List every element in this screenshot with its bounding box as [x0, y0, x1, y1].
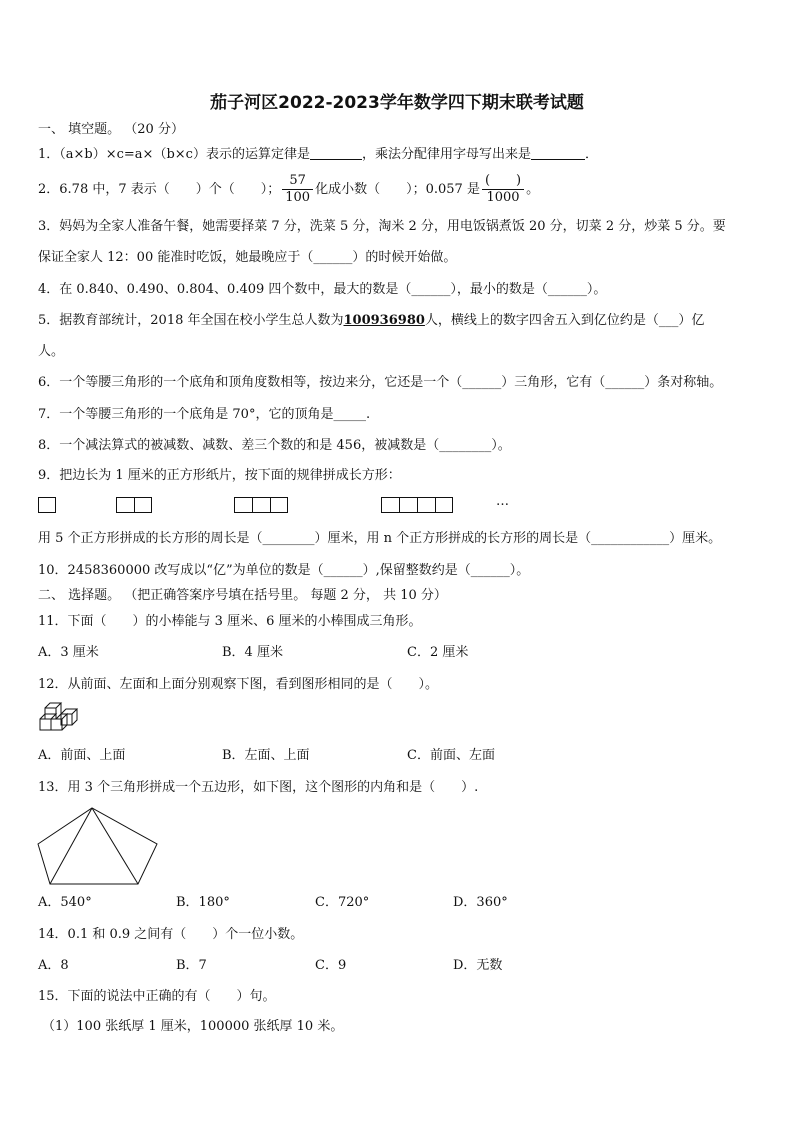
option-b[interactable]: B．4 厘米	[222, 645, 283, 660]
question-5: 5．据教育部统计，2018 年全国在校小学生总人数为100936980人，横线上的数字四舍五入到亿位约是（___）亿	[38, 313, 705, 328]
cube-stack-figure	[38, 700, 78, 734]
option-c[interactable]: C．2 厘米	[407, 645, 469, 660]
option-b[interactable]: B．180°	[176, 895, 230, 910]
option-c[interactable]: C．前面、左面	[407, 748, 495, 763]
option-c[interactable]: C．720°	[315, 895, 370, 910]
section-heading-fill-blank: 一、 填空题。 （20 分）	[38, 122, 184, 137]
fraction-57-100: $\frac{57}{100}$	[282, 173, 313, 206]
question-7: 7．一个等腰三角形的一个底角是 70°，它的顶角是_____.	[38, 407, 371, 422]
option-c[interactable]: C．9	[315, 958, 347, 973]
square-strip-3	[234, 497, 288, 513]
question-10: 10．2458360000 改写成以“亿”为单位的数是（______）,保留整数约是（______）。	[38, 563, 530, 578]
square-strip-4	[381, 497, 453, 513]
question-11: 11．下面（ ）的小棒能与 3 厘米、6 厘米的小棒围成三角形。	[38, 614, 422, 629]
question-1: 1．（a×b）×c=a×（b×c）表示的运算定律是 ，乘法分配律用字母写出来是 ．	[38, 147, 598, 162]
option-a[interactable]: A．540°	[38, 895, 92, 910]
underlined-number: 100936980	[343, 313, 425, 328]
question-9-part-2: 用 5 个正方形拼成的长方形的周长是（________）厘米，用 n 个正方形拼成的长方形的周长是（____________）厘米。	[38, 531, 722, 546]
question-2: 2．6.78 中，7 表示（ ）个（ ）； $\frac{57}{100}$ 化成小数（ ）；0.057 是 $\frac{( )}{1000}$ 。	[38, 173, 540, 205]
question-4: 4．在 0.840、0.490、0.804、0.409 四个数中，最大的数是（______），最小的数是（______）。	[38, 282, 607, 297]
option-d[interactable]: D．360°	[453, 895, 508, 910]
question-3-line-1: 3．妈妈为全家人准备午餐，她需要择菜 7 分，洗菜 5 分，淘米 2 分，用电饭锅煮饭 20 分，切菜 2 分，炒菜 5 分。要	[38, 219, 726, 234]
question-3-line-2: 保证全家人 12：00 能准时吃饭，她最晚应于（______）的时候开始做。	[38, 250, 457, 265]
question-8: 8．一个减法算式的被减数、减数、差三个数的和是 456，被减数是（________）。	[38, 438, 511, 453]
option-a[interactable]: A．8	[38, 958, 69, 973]
question-6: 6．一个等腰三角形的一个底角和顶角度数相等，按边来分，它还是一个（______）三角形，它有（______）条对称轴。	[38, 375, 723, 390]
pentagon-figure	[36, 806, 161, 888]
option-a[interactable]: A．3 厘米	[38, 645, 99, 660]
question-15-statement-1: （1）100 张纸厚 1 厘米，100000 张纸厚 10 米。	[42, 1019, 344, 1034]
question-14: 14．0.1 和 0.9 之间有（ ）个一位小数。	[38, 927, 304, 942]
option-d[interactable]: D．无数	[453, 958, 503, 973]
square-strip-1	[38, 497, 56, 513]
answer-blank[interactable]	[310, 145, 362, 160]
question-5-line-2: 人。	[38, 344, 65, 359]
page-title: 茄子河区2022-2023学年数学四下期末联考试题	[210, 93, 584, 113]
option-b[interactable]: B．左面、上面	[222, 748, 310, 763]
section-heading-choice: 二、 选择题。 （把正确答案序号填在括号里。 每题 2 分， 共 10 分）	[38, 588, 447, 603]
option-b[interactable]: B．7	[176, 958, 207, 973]
square-strip-2	[116, 497, 152, 513]
question-9: 9．把边长为 1 厘米的正方形纸片，按下面的规律拼成长方形：	[38, 468, 401, 483]
fraction-blank-1000[interactable]: $\frac{( )}{1000}$	[482, 173, 524, 206]
option-a[interactable]: A．前面、上面	[38, 748, 126, 763]
question-13: 13．用 3 个三角形拼成一个五边形，如下图，这个图形的内角和是（ ）.	[38, 780, 479, 795]
ellipsis: …	[496, 494, 509, 509]
question-15: 15．下面的说法中正确的有（ ）句。	[38, 989, 276, 1004]
question-12: 12．从前面、左面和上面分别观察下图，看到图形相同的是（ ）。	[38, 677, 439, 692]
answer-blank[interactable]	[531, 145, 585, 160]
